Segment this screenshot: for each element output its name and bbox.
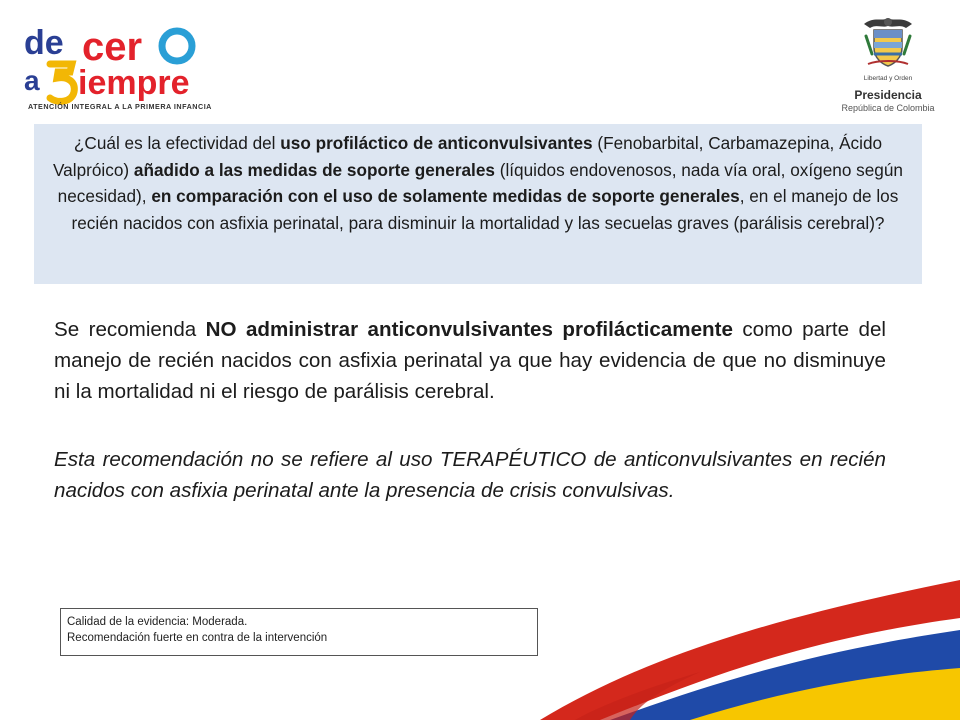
recommendation-strength: Recomendación fuerte en contra de la intervención	[67, 632, 328, 644]
presidencia-motto: Libertad y Orden	[863, 75, 913, 82]
presidencia-subtitle: República de Colombia	[841, 103, 935, 113]
flag-swoosh-yellow	[690, 668, 960, 720]
recommendation-paragraph	[54, 314, 886, 407]
recommendation-bold: NO administrar anticonvulsivantes profilácticamente	[205, 318, 733, 341]
logo-o-ring-icon	[162, 31, 192, 61]
question-text-4: , en el manejo de los recién nacidos con asfixia perinatal, para disminuir la mortalidad y las secuelas graves (parálisis cerebral)?	[71, 186, 899, 233]
flag-swoosh-white-gap	[600, 618, 960, 720]
clinical-question-box	[34, 124, 922, 284]
presidencia-title: Presidencia	[854, 88, 922, 102]
evidence-quality: Calidad de la evidencia: Moderada.	[67, 616, 248, 628]
logo-tagline: ATENCIÓN INTEGRAL A LA PRIMERA INFANCIA	[28, 102, 212, 111]
presidencia-logo	[832, 14, 944, 114]
logo-word-a: a	[24, 65, 40, 96]
question-text-2: (Fenobarbital, Carbamazepina, Ácido Valpróico)	[53, 133, 883, 180]
therapeutic-note: Esta recomendación no se refiere al uso TERAPÉUTICO de anticonvulsivantes en recién nacidos con asfixia perinatal ante la presencia de crisis convulsivas.	[54, 448, 886, 502]
logo-word-siempre: iempre	[78, 64, 190, 102]
recommendation-text-2: como parte del manejo de recién nacidos con asfixia perinatal ya que hay evidencia de que no disminuye ni la mortalidad ni el riesgo de parálisis cerebral.	[54, 318, 886, 403]
logo-five-icon	[50, 64, 74, 101]
flag-swoosh-blue	[610, 630, 960, 720]
logo-word-de: de	[24, 24, 64, 62]
flag-swoosh-red-brush	[575, 672, 700, 720]
coat-of-arms-icon	[860, 14, 916, 68]
question-bold-1: uso profiláctico de anticonvulsivantes	[280, 133, 593, 153]
evidence-quality-box	[60, 608, 538, 656]
question-text-3: (líquidos endovenosos, nada vía oral, oxígeno según necesidad),	[57, 159, 903, 206]
de-cero-a-siempre-logo	[20, 14, 240, 114]
question-text-1: ¿Cuál es la efectividad del	[73, 133, 281, 153]
question-bold-3: en comparación con el uso de solamente medidas de soporte generales	[151, 186, 740, 206]
question-bold-2: añadido a las medidas de soporte generales	[133, 159, 495, 180]
flag-swoosh-red	[540, 580, 960, 720]
logo-word-cero: cer	[82, 25, 143, 69]
recommendation-text-1: Se recomienda	[54, 318, 206, 341]
